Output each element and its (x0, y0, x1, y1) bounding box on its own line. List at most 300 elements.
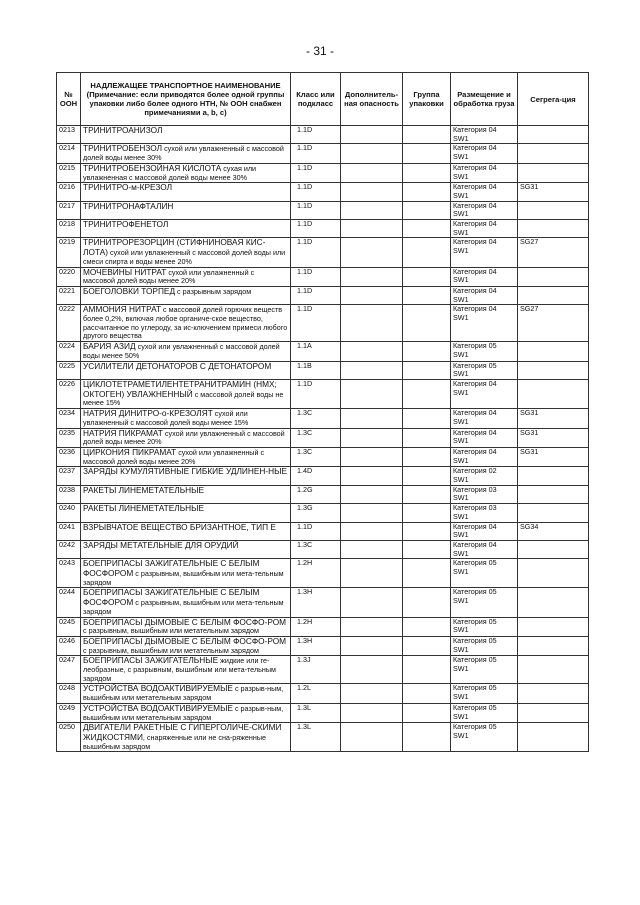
cell-un-number: 0234 (57, 409, 81, 428)
cell-class: 1.1D (291, 220, 341, 238)
shipping-name-qualifier: с разрыв-ным, вышибным или метательным зарядом (83, 684, 284, 703)
cell-subsidiary-risk (341, 220, 403, 238)
cell-packing-group (403, 559, 451, 588)
cell-un-number: 0218 (57, 220, 81, 238)
stowage-code: SW1 (453, 152, 469, 162)
cell-shipping-name (81, 238, 291, 267)
cell-segregation (518, 126, 589, 144)
stowage-category: Категория 04 (453, 304, 497, 314)
stowage-code: SW1 (453, 294, 469, 304)
cell-class: 1.3G (291, 504, 341, 522)
cell-packing-group (403, 617, 451, 636)
cell-subsidiary-risk (341, 684, 403, 703)
stowage-code: SW1 (453, 692, 469, 702)
stowage-category: Категория 04 (453, 237, 497, 247)
table-row (57, 126, 589, 144)
stowage-code: SW1 (453, 313, 469, 323)
cell-subsidiary-risk (341, 617, 403, 636)
cell-packing-group (403, 447, 451, 466)
shipping-name-qualifier: сухая или увлажненная с массовой долей воды менее 30% (83, 163, 257, 182)
stowage-code: SW1 (453, 625, 469, 635)
shipping-name-main: ДВИГАТЕЛИ РАКЕТНЫЕ С ГИПЕРГОЛИЧЕ-СКИМИ ЖИДКОСТЯМИ (83, 722, 282, 742)
table-row (57, 428, 589, 447)
cell-stowage (451, 485, 518, 503)
shipping-name-main: УСТРОЙСТВА ВОДОАКТИВИРУЕМЫЕ (83, 683, 233, 694)
table-row (57, 305, 589, 342)
cell-shipping-name (81, 540, 291, 558)
cell-packing-group (403, 183, 451, 201)
cell-subsidiary-risk (341, 379, 403, 408)
cell-segregation (518, 540, 589, 558)
shipping-name-qualifier: с разрывным, вышибным или метательным зарядом (83, 645, 259, 655)
stowage-code: SW1 (453, 567, 469, 577)
cell-segregation (518, 361, 589, 379)
cell-class: 1.1D (291, 163, 341, 182)
cell-class: 1.3C (291, 428, 341, 447)
cell-shipping-name (81, 559, 291, 588)
stowage-category: Категория 05 (453, 341, 497, 351)
table-row (57, 267, 589, 286)
cell-packing-group (403, 220, 451, 238)
cell-stowage (451, 703, 518, 722)
cell-stowage (451, 656, 518, 684)
shipping-name-main: БАРИЯ АЗИД (83, 341, 136, 352)
cell-un-number: 0243 (57, 559, 81, 588)
cell-packing-group (403, 286, 451, 304)
cell-class: 1.1D (291, 522, 341, 540)
page-number: - 31 - (305, 44, 334, 58)
stowage-category: Категория 05 (453, 360, 497, 370)
cell-un-number: 0224 (57, 342, 81, 361)
cell-un-number: 0240 (57, 504, 81, 522)
cell-un-number: 0220 (57, 267, 81, 286)
shipping-name-qualifier: с разрывным, вышибным или метательным зарядом (83, 626, 259, 636)
table-row (57, 656, 589, 684)
cell-subsidiary-risk (341, 201, 403, 219)
table-row (57, 238, 589, 267)
table-header-row (57, 73, 589, 126)
shipping-name-main: ВЗРЫВЧАТОЕ ВЕЩЕСТВО БРИЗАНТНОЕ, ТИП E (83, 521, 276, 532)
table-row (57, 183, 589, 201)
cell-shipping-name (81, 467, 291, 485)
cell-shipping-name (81, 522, 291, 540)
shipping-name-qualifier: сухой или увлажненный с массовой долей воды или смеси спирта и воды менее 20% (83, 248, 286, 266)
stowage-code: SW1 (453, 711, 469, 721)
cell-subsidiary-risk (341, 286, 403, 304)
cell-shipping-name (81, 379, 291, 408)
cell-class: 1.3J (291, 656, 341, 684)
shipping-name-qualifier: сухой или увлажненный с массовой долей воды менее 20% (83, 447, 265, 466)
cell-shipping-name (81, 305, 291, 342)
cell-shipping-name (81, 656, 291, 684)
stowage-category: Категория 04 (453, 521, 497, 531)
cell-packing-group (403, 267, 451, 286)
shipping-name-qualifier: сухой или увлажненный с массовой долей воды менее 20% (83, 267, 255, 286)
cell-subsidiary-risk (341, 409, 403, 428)
cell-shipping-name (81, 409, 291, 428)
header-shipping-name (81, 73, 291, 126)
shipping-name-qualifier: с разрывным, вышибным или мета-тельным зарядом (83, 569, 284, 587)
cell-shipping-name (81, 703, 291, 722)
cell-stowage (451, 636, 518, 655)
cell-class: 1.3C (291, 409, 341, 428)
stowage-code: SW1 (453, 548, 469, 558)
cell-class: 1.1D (291, 183, 341, 201)
cell-subsidiary-risk (341, 656, 403, 684)
cell-un-number: 0245 (57, 617, 81, 636)
cell-stowage (451, 588, 518, 617)
dangerous-goods-table (56, 72, 589, 752)
stowage-category: Категория 04 (453, 200, 497, 210)
cell-subsidiary-risk (341, 636, 403, 655)
cell-un-number: 0241 (57, 522, 81, 540)
cell-stowage (451, 447, 518, 466)
cell-un-number: 0222 (57, 305, 81, 342)
shipping-name-main: ТРИНИТРО-м-КРЕЗОЛ (83, 182, 173, 193)
cell-subsidiary-risk (341, 163, 403, 182)
cell-stowage (451, 522, 518, 540)
cell-un-number: 0215 (57, 163, 81, 182)
cell-shipping-name (81, 636, 291, 655)
cell-subsidiary-risk (341, 305, 403, 342)
stowage-code: SW1 (453, 644, 469, 654)
cell-subsidiary-risk (341, 428, 403, 447)
cell-class: 1.1D (291, 286, 341, 304)
table-row (57, 286, 589, 304)
cell-stowage (451, 126, 518, 144)
cell-un-number: 0217 (57, 201, 81, 219)
cell-packing-group (403, 703, 451, 722)
shipping-name-main: БОЕПРИПАСЫ ДЫМОВЫЕ С БЕЛЫМ ФОСФО-РОМ (83, 616, 287, 627)
cell-packing-group (403, 379, 451, 408)
stowage-code: SW1 (453, 349, 469, 359)
cell-segregation (518, 559, 589, 588)
stowage-category: Категория 04 (453, 427, 497, 437)
cell-segregation (518, 485, 589, 503)
cell-packing-group (403, 540, 451, 558)
stowage-code: SW1 (453, 530, 469, 540)
table-row (57, 684, 589, 703)
header-segregation: Сегрега-ция (518, 73, 589, 126)
cell-un-number: 0247 (57, 656, 81, 684)
shipping-name-main: ЗАРЯДЫ МЕТАТЕЛЬНЫЕ ДЛЯ ОРУДИЙ (83, 539, 239, 550)
cell-stowage (451, 559, 518, 588)
cell-subsidiary-risk (341, 183, 403, 201)
stowage-category: Категория 02 (453, 466, 497, 476)
cell-segregation (518, 163, 589, 182)
cell-un-number: 0246 (57, 636, 81, 655)
table-row (57, 703, 589, 722)
shipping-name-qualifier: сухой или увлажненный с массовой долей воды менее 15% (83, 409, 249, 427)
cell-stowage (451, 305, 518, 342)
table-row (57, 522, 589, 540)
table-row (57, 447, 589, 466)
cell-shipping-name (81, 220, 291, 238)
cell-un-number: 0216 (57, 183, 81, 201)
cell-subsidiary-risk (341, 361, 403, 379)
cell-segregation: SG31 (518, 428, 589, 447)
cell-class: 1.3H (291, 588, 341, 617)
cell-segregation (518, 342, 589, 361)
cell-stowage (451, 220, 518, 238)
cell-stowage (451, 684, 518, 703)
stowage-category: Категория 04 (453, 539, 497, 549)
cell-shipping-name (81, 342, 291, 361)
cell-subsidiary-risk (341, 467, 403, 485)
cell-packing-group (403, 163, 451, 182)
table-row (57, 540, 589, 558)
shipping-name-main: БОЕГОЛОВКИ ТОРПЕД (83, 285, 176, 296)
cell-un-number: 0244 (57, 588, 81, 617)
stowage-category: Категория 05 (453, 722, 497, 732)
stowage-category: Категория 04 (453, 162, 497, 172)
cell-stowage (451, 617, 518, 636)
stowage-category: Категория 05 (453, 558, 497, 568)
cell-subsidiary-risk (341, 267, 403, 286)
stowage-code: SW1 (453, 246, 469, 256)
cell-stowage (451, 467, 518, 485)
cell-shipping-name (81, 428, 291, 447)
cell-segregation (518, 656, 589, 684)
shipping-name-main: РАКЕТЫ ЛИНЕМЕТАТЕЛЬНЫЕ (83, 484, 205, 495)
cell-packing-group (403, 361, 451, 379)
stowage-code: SW1 (453, 664, 469, 674)
stowage-code: SW1 (453, 493, 469, 503)
cell-packing-group (403, 409, 451, 428)
header-un-number: № ООН (57, 73, 81, 126)
cell-segregation: SG31 (518, 409, 589, 428)
cell-segregation: SG31 (518, 447, 589, 466)
cell-class: 1.2G (291, 485, 341, 503)
stowage-code: SW1 (453, 475, 469, 485)
cell-class: 1.3C (291, 447, 341, 466)
cell-segregation (518, 617, 589, 636)
shipping-name-main: ТРИНИТРОРЕЗОРЦИН (СТИФНИНОВАЯ КИС-ЛОТА) (83, 237, 266, 258)
cell-packing-group (403, 201, 451, 219)
cell-shipping-name (81, 684, 291, 703)
cell-shipping-name (81, 485, 291, 503)
cell-subsidiary-risk (341, 342, 403, 361)
cell-stowage (451, 183, 518, 201)
cell-segregation: SG31 (518, 183, 589, 201)
table-row (57, 342, 589, 361)
header-stowage: Размещение и обработка груза (451, 73, 518, 126)
cell-packing-group (403, 238, 451, 267)
stowage-category: Категория 04 (453, 378, 497, 388)
stowage-code: SW1 (453, 190, 469, 200)
cell-class: 1.1B (291, 361, 341, 379)
shipping-name-main: УСТРОЙСТВА ВОДОАКТИВИРУЕМЫЕ (83, 702, 233, 713)
cell-un-number: 0250 (57, 723, 81, 752)
cell-subsidiary-risk (341, 485, 403, 503)
table-row (57, 588, 589, 617)
table-row (57, 220, 589, 238)
cell-un-number: 0226 (57, 379, 81, 408)
table-row (57, 201, 589, 219)
shipping-name-main: ТРИНИТРОБЕНЗОЛ (83, 143, 163, 154)
cell-subsidiary-risk (341, 504, 403, 522)
stowage-category: Категория 04 (453, 408, 497, 418)
cell-class: 1.2H (291, 559, 341, 588)
stowage-code: SW1 (453, 416, 469, 426)
cell-un-number: 0237 (57, 467, 81, 485)
stowage-category: Категория 04 (453, 182, 497, 192)
cell-stowage (451, 428, 518, 447)
cell-class: 1.1D (291, 305, 341, 342)
shipping-name-main: БОЕПРИПАСЫ ЗАЖИГАТЕЛЬНЫЕ С БЕЛЫМ ФОСФОРОМ (83, 558, 260, 579)
cell-packing-group (403, 305, 451, 342)
cell-stowage (451, 504, 518, 522)
header-subsidiary-risk: Дополнитель-ная опасность (341, 73, 403, 126)
cell-segregation (518, 201, 589, 219)
table-row (57, 361, 589, 379)
cell-stowage (451, 286, 518, 304)
shipping-name-main: РАКЕТЫ ЛИНЕМЕТАТЕЛЬНЫЕ (83, 503, 205, 514)
stowage-category: Категория 04 (453, 285, 497, 295)
stowage-code: SW1 (453, 596, 469, 606)
shipping-name-main: ТРИНИТРОФЕНЕТОЛ (83, 219, 169, 230)
shipping-name-main: ТРИНИТРОАНИЗОЛ (83, 125, 163, 135)
cell-stowage (451, 144, 518, 163)
header-class: Класс или подкласс (291, 73, 341, 126)
shipping-name-main: НАТРИЯ ДИНИТРО-о-КРЕЗОЛЯТ (83, 408, 213, 419)
stowage-category: Категория 05 (453, 702, 497, 712)
cell-shipping-name (81, 617, 291, 636)
cell-subsidiary-risk (341, 522, 403, 540)
cell-un-number: 0219 (57, 238, 81, 267)
cell-shipping-name (81, 361, 291, 379)
table-row (57, 723, 589, 752)
shipping-name-main: МОЧЕВИНЫ НИТРАТ (83, 266, 167, 277)
stowage-category: Категория 05 (453, 655, 497, 665)
cell-shipping-name (81, 588, 291, 617)
cell-segregation (518, 379, 589, 408)
cell-segregation: SG27 (518, 305, 589, 342)
cell-segregation (518, 684, 589, 703)
cell-un-number: 0213 (57, 126, 81, 144)
stowage-code: SW1 (453, 731, 469, 740)
stowage-code: SW1 (453, 369, 469, 379)
cell-stowage (451, 723, 518, 752)
cell-packing-group (403, 342, 451, 361)
cell-class: 1.3L (291, 703, 341, 722)
shipping-name-main: УСИЛИТЕЛИ ДЕТОНАТОРОВ С ДЕТОНАТОРОМ (83, 360, 272, 371)
table-row (57, 617, 589, 636)
cell-subsidiary-risk (341, 588, 403, 617)
shipping-name-qualifier: жидкие или ге-леобразные, с разрывным, вышибным или мета-тельным зарядом (83, 656, 276, 683)
cell-shipping-name (81, 723, 291, 752)
cell-subsidiary-risk (341, 559, 403, 588)
stowage-code: SW1 (453, 436, 469, 446)
cell-segregation (518, 286, 589, 304)
cell-subsidiary-risk (341, 238, 403, 267)
cell-subsidiary-risk (341, 703, 403, 722)
header-shipping-name-note: (Примечание: если приводятся более одной группы упаковки либо более одного НТН, № ООН снабжен примечаниями a, b, c) (86, 90, 285, 117)
cell-shipping-name (81, 126, 291, 144)
cell-subsidiary-risk (341, 540, 403, 558)
cell-segregation (518, 636, 589, 655)
cell-packing-group (403, 522, 451, 540)
shipping-name-qualifier: , снаряженные или не сна-ряженные вышибным зарядом (83, 733, 267, 751)
cell-un-number: 0214 (57, 144, 81, 163)
stowage-category: Категория 04 (453, 143, 497, 153)
cell-shipping-name (81, 163, 291, 182)
cell-subsidiary-risk (341, 144, 403, 163)
table-row (57, 163, 589, 182)
cell-un-number: 0236 (57, 447, 81, 466)
cell-packing-group (403, 428, 451, 447)
stowage-category: Категория 04 (453, 446, 497, 456)
shipping-name-qualifier: с разрывным зарядом (175, 286, 252, 296)
cell-shipping-name (81, 183, 291, 201)
cell-segregation (518, 144, 589, 163)
cell-class: 1.1D (291, 144, 341, 163)
cell-stowage (451, 342, 518, 361)
shipping-name-main: ЦИКЛОТЕТРАМЕТИЛЕНТЕТРАНИТРАМИН (HMX; ОКТОГЕН) УВЛАЖНЕННЫЙ (83, 378, 277, 399)
shipping-name-qualifier: с массовой долей воды не менее 15% (83, 389, 284, 408)
shipping-name-main: НАТРИЯ ПИКРАМАТ (83, 427, 163, 438)
cell-class: 1.1D (291, 238, 341, 267)
stowage-code: SW1 (453, 227, 469, 237)
cell-un-number: 0235 (57, 428, 81, 447)
header-packing-group: Группа упаковки (403, 73, 451, 126)
cell-class: 1.3C (291, 540, 341, 558)
stowage-category: Категория 04 (453, 125, 497, 134)
shipping-name-main: ТРИНИТРОБЕНЗОЙНАЯ КИСЛОТА (83, 162, 222, 173)
cell-packing-group (403, 126, 451, 144)
shipping-name-main: ЗАРЯДЫ КУМУЛЯТИВНЫЕ ГИБКИЕ УДЛИНЕН-НЫЕ (83, 466, 288, 477)
cell-segregation (518, 504, 589, 522)
cell-class: 1.2H (291, 617, 341, 636)
cell-packing-group (403, 467, 451, 485)
cell-stowage (451, 379, 518, 408)
cell-packing-group (403, 723, 451, 752)
stowage-code: SW1 (453, 209, 469, 219)
cell-class: 1.1D (291, 379, 341, 408)
shipping-name-qualifier: с массовой долей горючих веществ более 0,2%, включая любое органиче-ское вещество, рассчитанное по углероду, за ис-ключением примеси любого другого вещества (83, 305, 288, 341)
cell-class: 1.3H (291, 636, 341, 655)
cell-subsidiary-risk (341, 126, 403, 144)
shipping-name-main: БОЕПРИПАСЫ ДЫМОВЫЕ С БЕЛЫМ ФОСФО-РОМ (83, 635, 287, 646)
cell-class: 1.4D (291, 467, 341, 485)
table-row (57, 559, 589, 588)
cell-un-number: 0225 (57, 361, 81, 379)
cell-stowage (451, 540, 518, 558)
shipping-name-qualifier: с разрывным, вышибным или мета-тельным зарядом (83, 598, 284, 616)
cell-stowage (451, 361, 518, 379)
cell-segregation (518, 267, 589, 286)
cell-shipping-name (81, 504, 291, 522)
cell-segregation: SG34 (518, 522, 589, 540)
cell-segregation (518, 703, 589, 722)
cell-class: 1.2L (291, 684, 341, 703)
stowage-category: Категория 05 (453, 587, 497, 597)
stowage-category: Категория 05 (453, 683, 497, 693)
stowage-category: Категория 04 (453, 266, 497, 276)
stowage-code: SW1 (453, 387, 469, 397)
cell-shipping-name (81, 267, 291, 286)
table-row (57, 379, 589, 408)
cell-packing-group (403, 588, 451, 617)
table-row (57, 504, 589, 522)
stowage-code: SW1 (453, 455, 469, 465)
cell-packing-group (403, 504, 451, 522)
cell-packing-group (403, 636, 451, 655)
shipping-name-main: АММОНИЯ НИТРАТ (83, 304, 162, 315)
cell-segregation (518, 588, 589, 617)
stowage-code: SW1 (453, 171, 469, 181)
table-row (57, 485, 589, 503)
